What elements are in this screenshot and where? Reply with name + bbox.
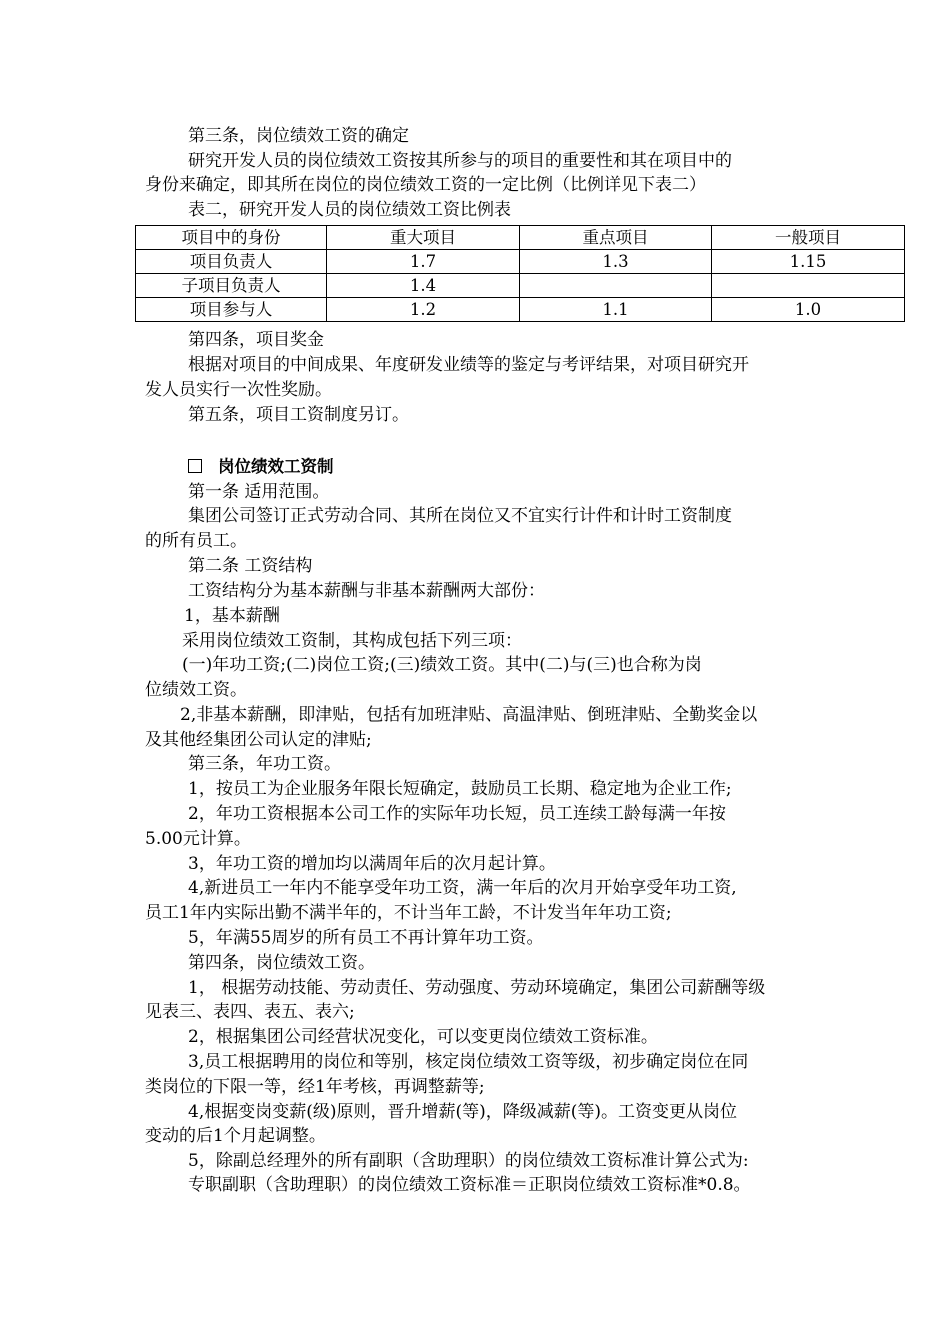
paragraph-line: 2，根据集团公司经营状况变化，可以变更岗位绩效工资标准。 <box>188 1027 658 1047</box>
paragraph-line: 类岗位的下限一等，经1年考核，再调整薪等; <box>145 1077 485 1097</box>
table-cell: 项目负责人 <box>136 250 327 274</box>
paragraph-line: 第四条，岗位绩效工资。 <box>188 953 375 973</box>
paragraph-line: 5，年满55周岁的所有员工不再计算年功工资。 <box>188 928 544 948</box>
table-header-cell: 重大项目 <box>327 226 520 250</box>
table-cell <box>520 274 712 298</box>
paragraph-line: 变动的后1个月起调整。 <box>145 1126 326 1146</box>
table-cell: 1.7 <box>327 250 520 274</box>
paragraph-line: 发人员实行一次性奖励。 <box>145 380 332 400</box>
paragraph-line: 2，年功工资根据本公司工作的实际年功长短，员工连续工龄每满一年按 <box>188 804 726 824</box>
paragraph-line: 1，按员工为企业服务年限长短确定，鼓励员工长期、稳定地为企业工作; <box>188 779 732 799</box>
table-cell: 1.15 <box>712 250 905 274</box>
paragraph-line: 员工1年内实际出勤不满半年的，不计当年工龄，不计发当年年功工资; <box>145 903 672 923</box>
paragraph-line: 4,新进员工一年内不能享受年功工资，满一年后的次月开始享受年功工资, <box>188 878 737 898</box>
paragraph-line: 根据对项目的中间成果、年度研发业绩等的鉴定与考评结果，对项目研究开 <box>188 355 749 375</box>
paragraph-line: 4,根据变岗变薪(级)原则，晋升增薪(等)，降级减薪(等)。工资变更从岗位 <box>188 1102 738 1122</box>
section-heading <box>188 456 858 478</box>
table-cell: 项目参与人 <box>136 298 327 322</box>
article-4-title: 第四条，项目奖金 <box>188 330 324 350</box>
table-cell <box>712 274 905 298</box>
paragraph-line: 第二条 工资结构 <box>188 556 313 576</box>
paragraph-line: 第三条，年功工资。 <box>188 754 341 774</box>
paragraph-line: 3，年功工资的增加均以满周年后的次月起计算。 <box>188 854 556 874</box>
table-cell: 1.4 <box>327 274 520 298</box>
article-5-title: 第五条，项目工资制度另订。 <box>188 405 409 425</box>
table-caption: 表二，研究开发人员的岗位绩效工资比例表 <box>188 200 511 220</box>
table-cell: 1.3 <box>520 250 712 274</box>
paragraph-line: (一)年功工资;(二)岗位工资;(三)绩效工资。其中(二)与(三)也合称为岗 <box>182 655 702 675</box>
table-header-cell: 一般项目 <box>712 226 905 250</box>
article-3-title: 第三条，岗位绩效工资的确定 <box>188 126 409 146</box>
paragraph-line: 见表三、表四、表五、表六; <box>145 1002 355 1022</box>
table-cell: 子项目负责人 <box>136 274 327 298</box>
paragraph-line: 及其他经集团公司认定的津贴; <box>145 730 372 750</box>
table-header-cell: 项目中的身份 <box>136 226 327 250</box>
paragraph-line: 1，基本薪酬 <box>184 606 280 626</box>
section-heading-text: 岗位绩效工资制 <box>218 457 334 476</box>
paragraph-line: 专职副职（含助理职）的岗位绩效工资标准＝正职岗位绩效工资标准*0.8。 <box>188 1175 751 1195</box>
paragraph-line: 身份来确定，即其所在岗位的岗位绩效工资的一定比例（比例详见下表二） <box>145 175 706 195</box>
ratio-table <box>135 225 905 322</box>
paragraph-line: 5，除副总经理外的所有副职（含助理职）的岗位绩效工资标准计算公式为: <box>188 1151 749 1171</box>
paragraph-line: 位绩效工资。 <box>145 680 247 700</box>
table-row <box>136 274 905 298</box>
paragraph-line: 2,非基本薪酬，即津贴，包括有加班津贴、高温津贴、倒班津贴、全勤奖金以 <box>180 705 758 725</box>
table-cell: 1.1 <box>520 298 712 322</box>
paragraph-line: 5.00元计算。 <box>145 829 251 849</box>
table-header-row <box>136 226 905 250</box>
table-cell: 1.2 <box>327 298 520 322</box>
table-row <box>136 298 905 322</box>
paragraph-line: 第一条 适用范围。 <box>188 482 330 502</box>
paragraph-line: 研究开发人员的岗位绩效工资按其所参与的项目的重要性和其在项目中的 <box>188 151 732 171</box>
paragraph-line: 的所有员工。 <box>145 531 247 551</box>
paragraph-line: 1， 根据劳动技能、劳动责任、劳动强度、劳动环境确定，集团公司薪酬等级 <box>188 978 766 998</box>
paragraph-line: 集团公司签订正式劳动合同、其所在岗位又不宜实行计件和计时工资制度 <box>188 506 732 526</box>
table-cell: 1.0 <box>712 298 905 322</box>
table-header-cell: 重点项目 <box>520 226 712 250</box>
checkbox-square-icon <box>188 459 202 473</box>
paragraph-line: 采用岗位绩效工资制，其构成包括下列三项： <box>182 631 522 651</box>
table-row <box>136 250 905 274</box>
paragraph-line: 3,员工根据聘用的岗位和等别，核定岗位绩效工资等级，初步确定岗位在同 <box>188 1052 749 1072</box>
paragraph-line: 工资结构分为基本薪酬与非基本薪酬两大部份： <box>188 581 545 601</box>
